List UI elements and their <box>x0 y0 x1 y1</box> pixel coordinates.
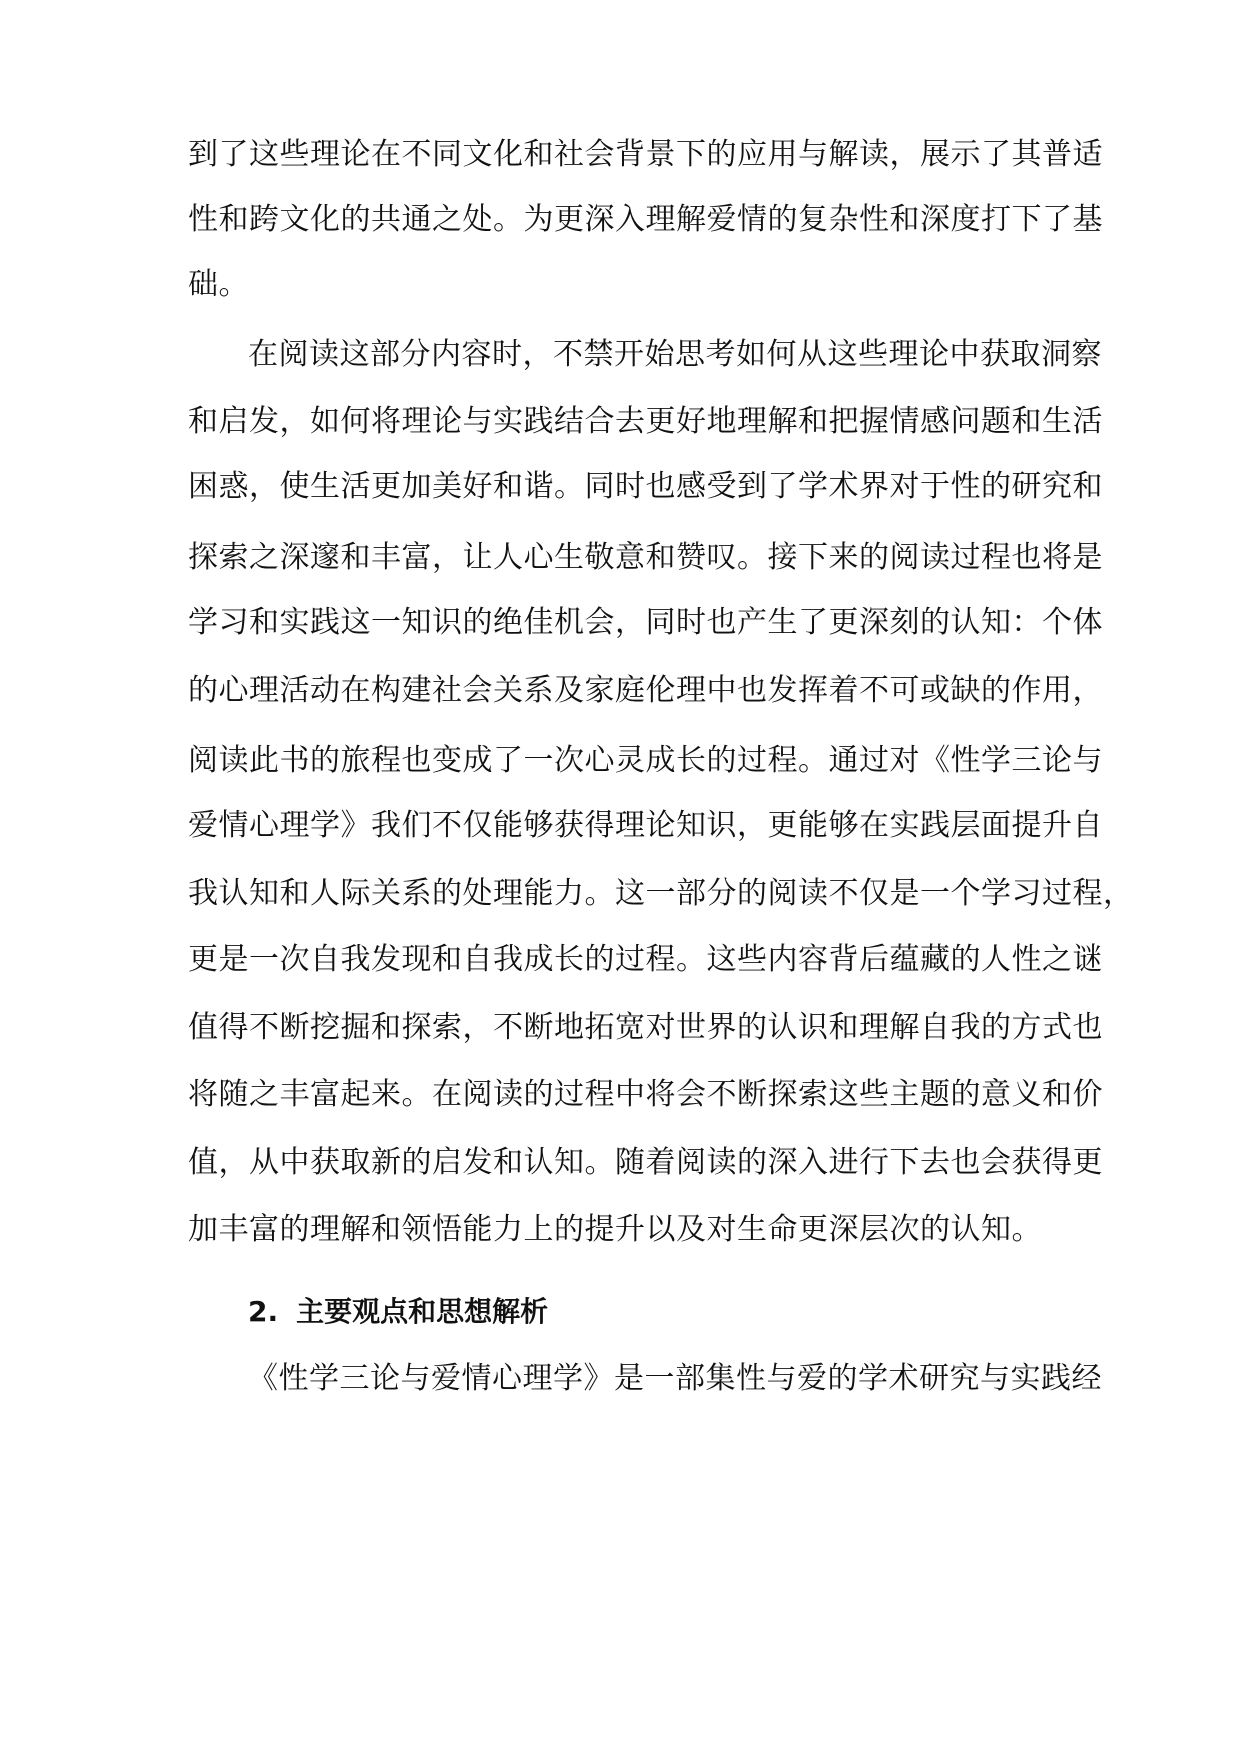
paragraph-2-line-14: 加丰富的理解和领悟能力上的提升以及对生命更深层次的认知。 <box>188 1212 1042 1247</box>
paragraph-1-line-1: 到了这些理论在不同文化和社会背景下的应用与解读，展示了其普适 <box>188 137 1103 172</box>
paragraph-1-line-3: 础。 <box>188 267 249 302</box>
paragraph-3-line-1: 《性学三论与爱情心理学》是一部集性与爱的学术研究与实践经 <box>248 1361 1102 1396</box>
paragraph-2-line-8: 爱情心理学》我们不仅能够获得理论知识，更能够在实践层面提升自 <box>188 808 1103 843</box>
paragraph-2-line-11: 值得不断挖掘和探索，不断地拓宽对世界的认识和理解自我的方式也 <box>188 1010 1103 1045</box>
section-heading <box>248 1292 548 1332</box>
section-number: 2. <box>248 1295 279 1328</box>
paragraph-2-line-6: 的心理活动在构建社会关系及家庭伦理中也发挥着不可或缺的作用， <box>188 673 1103 708</box>
paragraph-2-line-13: 值，从中获取新的启发和认知。随着阅读的深入进行下去也会获得更 <box>188 1145 1103 1180</box>
section-title: 主要观点和思想解析 <box>296 1295 549 1328</box>
paragraph-2-line-5: 学习和实践这一知识的绝佳机会，同时也产生了更深刻的认知：个体 <box>188 605 1103 640</box>
paragraph-2-line-1: 在阅读这部分内容时，不禁开始思考如何从这些理论中获取洞察 <box>248 337 1102 372</box>
paragraph-2-line-12: 将随之丰富起来。在阅读的过程中将会不断探索这些主题的意义和价 <box>188 1077 1103 1112</box>
paragraph-2-line-2: 和启发，如何将理论与实践结合去更好地理解和把握情感问题和生活 <box>188 404 1103 439</box>
paragraph-2-line-4: 探索之深邃和丰富，让人心生敬意和赞叹。接下来的阅读过程也将是 <box>188 540 1103 575</box>
paragraph-2-line-9: 我认知和人际关系的处理能力。这一部分的阅读不仅是一个学习过程， <box>188 876 1134 911</box>
paragraph-2-line-10: 更是一次自我发现和自我成长的过程。这些内容背后蕴藏的人性之谜 <box>188 942 1103 977</box>
paragraph-1-line-2: 性和跨文化的共通之处。为更深入理解爱情的复杂性和深度打下了基 <box>188 202 1103 237</box>
paragraph-2-line-3: 困惑，使生活更加美好和谐。同时也感受到了学术界对于性的研究和 <box>188 469 1103 504</box>
paragraph-2-line-7: 阅读此书的旅程也变成了一次心灵成长的过程。通过对《性学三论与 <box>188 743 1103 778</box>
